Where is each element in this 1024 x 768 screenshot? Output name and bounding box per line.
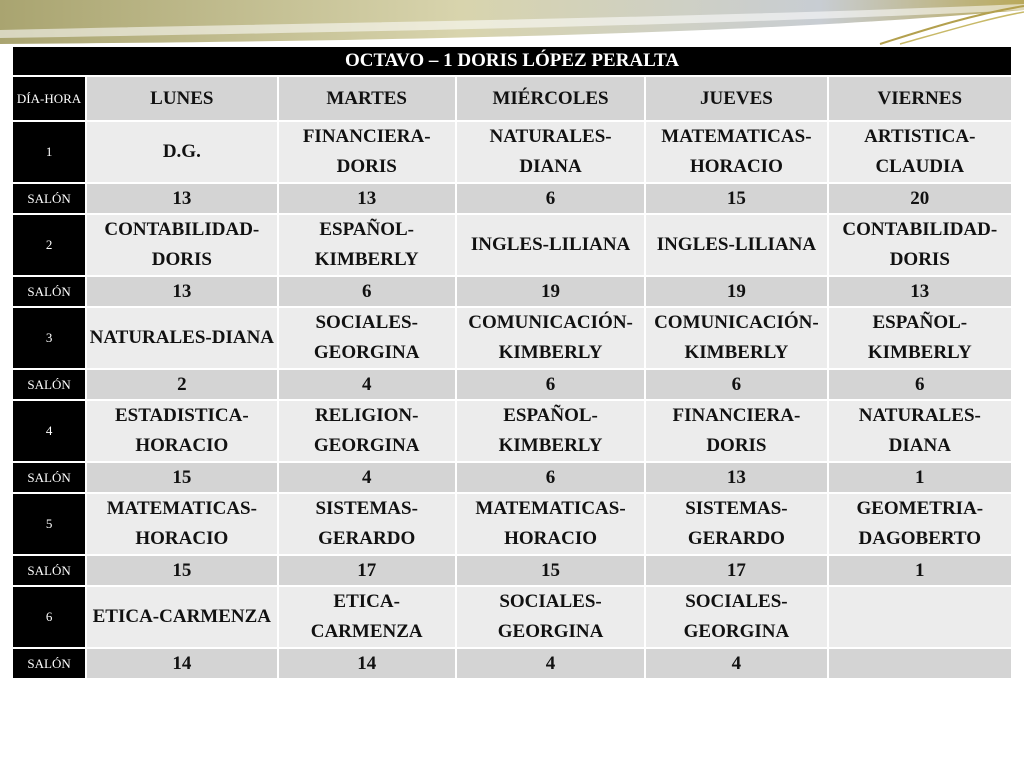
room-cell: 14	[87, 649, 276, 678]
room-cell: 19	[457, 277, 644, 306]
subject-cell: SOCIALES-GEORGINA	[646, 587, 826, 647]
room-cell: 14	[279, 649, 455, 678]
room-row	[13, 184, 1011, 213]
period-row	[13, 401, 1011, 461]
subject-cell: ESPAÑOL-KIMBERLY	[279, 215, 455, 275]
room-label: SALÓN	[13, 649, 85, 678]
schedule-title: OCTAVO – 1 DORIS LÓPEZ PERALTA	[13, 47, 1011, 75]
subject-cell: MATEMATICAS-HORACIO	[457, 494, 644, 554]
subject-cell: SISTEMAS-GERARDO	[279, 494, 455, 554]
room-cell: 15	[87, 556, 276, 585]
period-row	[13, 587, 1011, 647]
room-row	[13, 277, 1011, 306]
subject-cell: ESTADISTICA-HORACIO	[87, 401, 276, 461]
subject-cell: CONTABILIDAD-DORIS	[829, 215, 1011, 275]
subject-cell: ETICA-CARMENZA	[279, 587, 455, 647]
subject-cell: ESPAÑOL-KIMBERLY	[457, 401, 644, 461]
day-friday: VIERNES	[829, 77, 1011, 120]
room-label: SALÓN	[13, 184, 85, 213]
subject-cell: RELIGION-GEORGINA	[279, 401, 455, 461]
subject-cell: SOCIALES-GEORGINA	[457, 587, 644, 647]
period-row	[13, 494, 1011, 554]
title-row	[13, 47, 1011, 75]
room-cell: 6	[646, 370, 826, 399]
room-label: SALÓN	[13, 556, 85, 585]
subject-cell: FINANCIERA-DORIS	[646, 401, 826, 461]
room-cell: 6	[457, 370, 644, 399]
subject-cell: INGLES-LILIANA	[457, 215, 644, 275]
subject-cell: ARTISTICA-CLAUDIA	[829, 122, 1011, 182]
room-cell: 15	[457, 556, 644, 585]
subject-cell: CONTABILIDAD-DORIS	[87, 215, 276, 275]
room-cell: 6	[457, 184, 644, 213]
subject-cell: COMUNICACIÓN-KIMBERLY	[646, 308, 826, 368]
room-cell: 19	[646, 277, 826, 306]
room-row	[13, 649, 1011, 678]
day-tuesday: MARTES	[279, 77, 455, 120]
subject-cell: SISTEMAS-GERARDO	[646, 494, 826, 554]
corner-label: DÍA-HORA	[13, 77, 85, 120]
subject-cell: FINANCIERA-DORIS	[279, 122, 455, 182]
room-cell	[829, 649, 1011, 678]
room-cell: 2	[87, 370, 276, 399]
subject-cell: ESPAÑOL-KIMBERLY	[829, 308, 1011, 368]
room-cell: 15	[87, 463, 276, 492]
room-cell: 6	[457, 463, 644, 492]
period-row	[13, 122, 1011, 182]
subject-cell: MATEMATICAS-HORACIO	[87, 494, 276, 554]
period-row	[13, 308, 1011, 368]
hour-number: 4	[13, 401, 85, 461]
room-cell: 13	[87, 184, 276, 213]
room-row	[13, 556, 1011, 585]
room-cell: 15	[646, 184, 826, 213]
room-cell: 17	[279, 556, 455, 585]
subject-cell: NATURALES-DIANA	[829, 401, 1011, 461]
subject-cell: ETICA-CARMENZA	[87, 587, 276, 647]
subject-cell: INGLES-LILIANA	[646, 215, 826, 275]
room-cell: 13	[279, 184, 455, 213]
room-cell: 17	[646, 556, 826, 585]
subject-cell: MATEMATICAS-HORACIO	[646, 122, 826, 182]
hour-number: 3	[13, 308, 85, 368]
room-cell: 4	[646, 649, 826, 678]
room-row	[13, 370, 1011, 399]
hour-number: 2	[13, 215, 85, 275]
subject-cell: COMUNICACIÓN-KIMBERLY	[457, 308, 644, 368]
room-label: SALÓN	[13, 370, 85, 399]
room-cell: 4	[279, 463, 455, 492]
day-thursday: JUEVES	[646, 77, 826, 120]
room-cell: 1	[829, 463, 1011, 492]
hour-number: 1	[13, 122, 85, 182]
class-schedule-table	[11, 45, 1013, 680]
subject-cell: NATURALES-DIANA	[87, 308, 276, 368]
subject-cell: D.G.	[87, 122, 276, 182]
room-cell: 6	[279, 277, 455, 306]
day-monday: LUNES	[87, 77, 276, 120]
subject-cell: GEOMETRIA-DAGOBERTO	[829, 494, 1011, 554]
room-row	[13, 463, 1011, 492]
period-row	[13, 215, 1011, 275]
days-header-row	[13, 77, 1011, 120]
subject-cell: NATURALES-DIANA	[457, 122, 644, 182]
room-cell: 13	[87, 277, 276, 306]
room-cell: 6	[829, 370, 1011, 399]
hour-number: 6	[13, 587, 85, 647]
day-wednesday: MIÉRCOLES	[457, 77, 644, 120]
room-cell: 13	[829, 277, 1011, 306]
subject-cell	[829, 587, 1011, 647]
room-cell: 20	[829, 184, 1011, 213]
subject-cell: SOCIALES-GEORGINA	[279, 308, 455, 368]
room-label: SALÓN	[13, 277, 85, 306]
room-cell: 4	[457, 649, 644, 678]
room-label: SALÓN	[13, 463, 85, 492]
room-cell: 13	[646, 463, 826, 492]
hour-number: 5	[13, 494, 85, 554]
room-cell: 4	[279, 370, 455, 399]
room-cell: 1	[829, 556, 1011, 585]
